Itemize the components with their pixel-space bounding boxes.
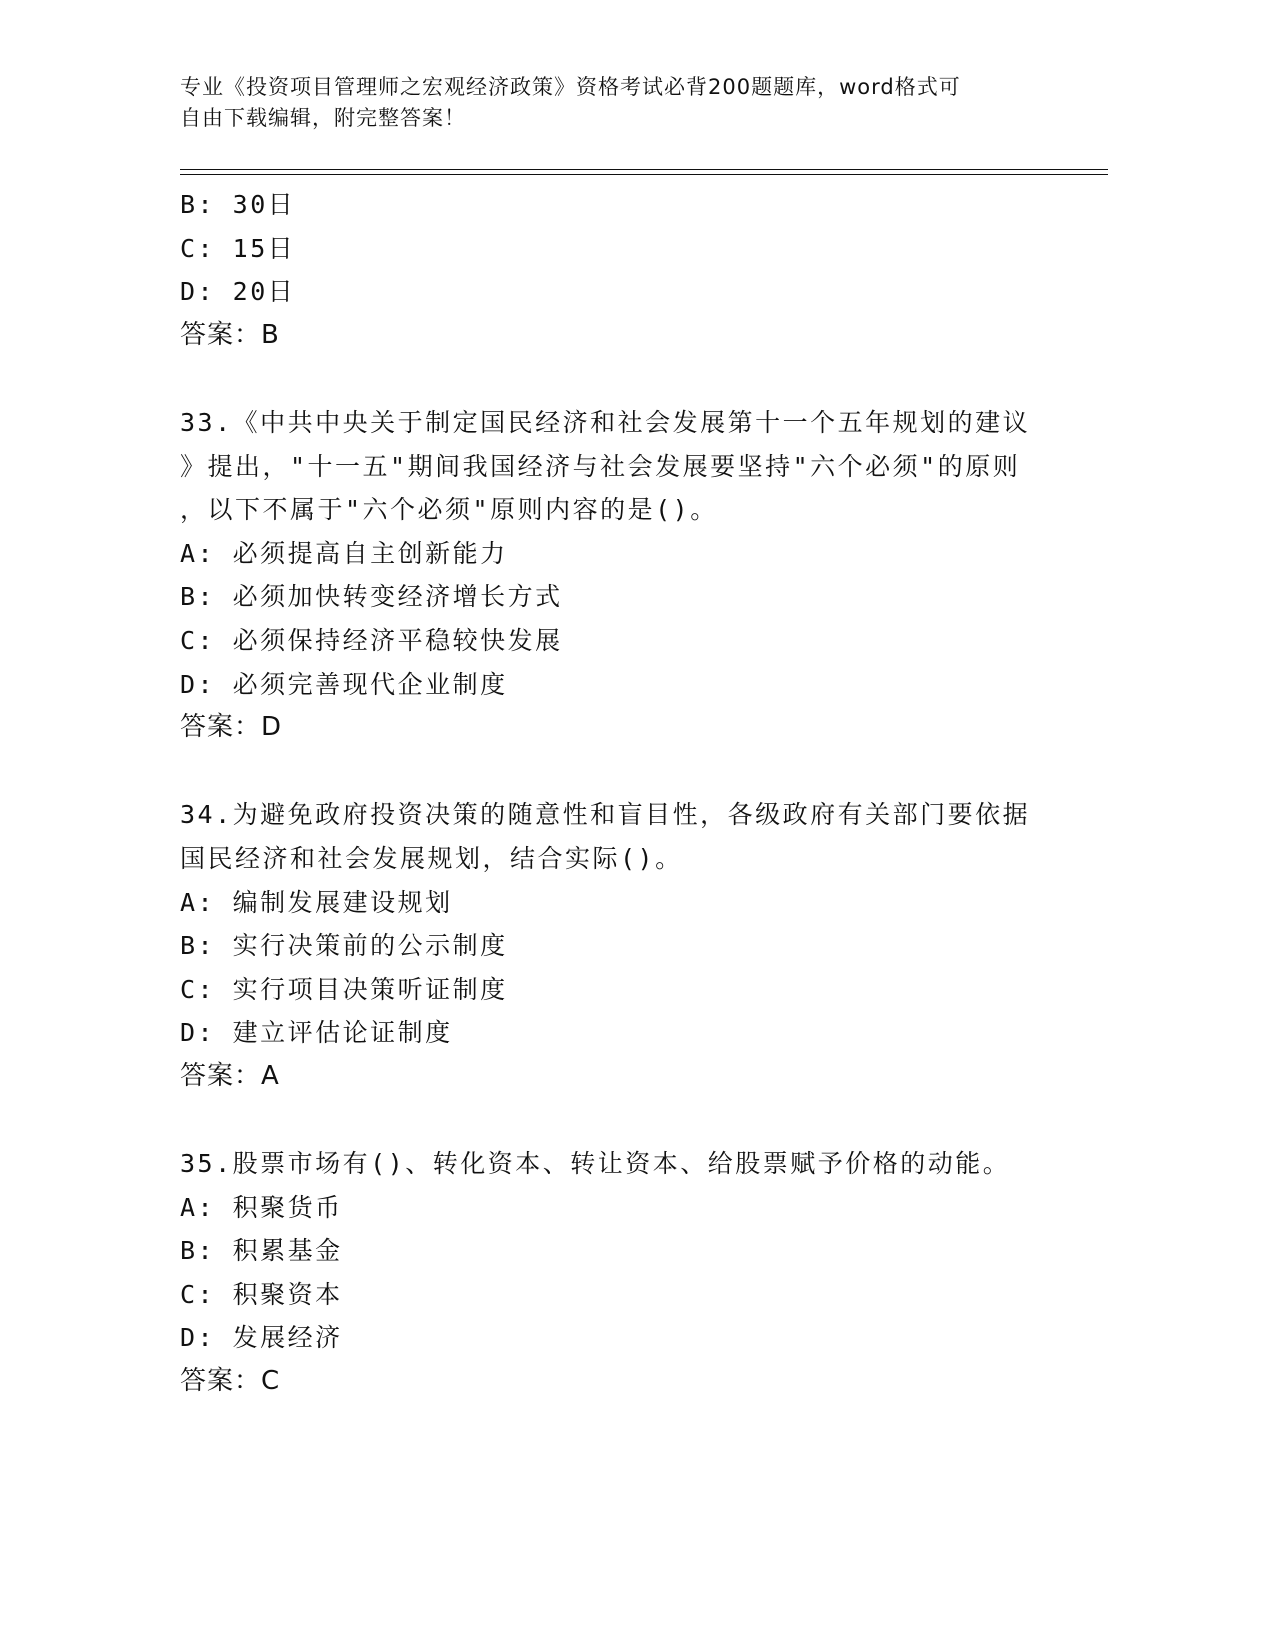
question-text-line: 33.《中共中央关于制定国民经济和社会发展第十一个五年规划的建议 bbox=[180, 407, 1031, 437]
spacer bbox=[180, 357, 1060, 401]
document-header bbox=[180, 72, 1050, 134]
question-block-35 bbox=[180, 1142, 1060, 1404]
answer-line: 答案：C bbox=[180, 1366, 281, 1397]
option-c: C: 实行项目决策听证制度 bbox=[180, 974, 508, 1004]
answer-line: 答案：B bbox=[180, 319, 280, 350]
header-line-2: 自由下载编辑，附完整答案！ bbox=[180, 106, 466, 130]
question-text-line: 》提出，"十一五"期间我国经济与社会发展要坚持"六个必须"的原则 bbox=[180, 451, 1021, 481]
question-block-33 bbox=[180, 401, 1060, 750]
answer-line: 答案：A bbox=[180, 1060, 280, 1091]
answer-line: 答案：D bbox=[180, 712, 283, 743]
question-list bbox=[180, 183, 1060, 1404]
question-block-prev bbox=[180, 183, 1060, 357]
option-a: A: 必须提高自主创新能力 bbox=[180, 538, 508, 568]
question-text-line: 国民经济和社会发展规划，结合实际()。 bbox=[180, 843, 683, 873]
option-c: C: 必须保持经济平稳较快发展 bbox=[180, 625, 563, 655]
option-d: D: 发展经济 bbox=[180, 1323, 343, 1353]
option-b: B: 必须加快转变经济增长方式 bbox=[180, 582, 563, 612]
option-b: B: 实行决策前的公示制度 bbox=[180, 931, 508, 961]
option-a: A: 编制发展建设规划 bbox=[180, 887, 453, 917]
question-text-line: 34.为避免政府投资决策的随意性和盲目性，各级政府有关部门要依据 bbox=[180, 800, 1031, 830]
option-c: C: 积聚资本 bbox=[180, 1279, 343, 1309]
option-d: D: 必须完善现代企业制度 bbox=[180, 669, 508, 699]
option-b: B: 30日 bbox=[180, 190, 296, 219]
header-line-1: 专业《投资项目管理师之宏观经济政策》资格考试必背200题题库，word格式可 bbox=[180, 75, 961, 99]
spacer bbox=[180, 1098, 1060, 1142]
question-block-34 bbox=[180, 793, 1060, 1098]
option-c: C: 15日 bbox=[180, 233, 296, 263]
option-d: D: 20日 bbox=[180, 277, 296, 307]
option-d: D: 建立评估论证制度 bbox=[180, 1018, 453, 1048]
option-a: A: 积聚货币 bbox=[180, 1192, 343, 1222]
header-divider-bottom bbox=[180, 174, 1108, 175]
question-text-line: 35.股票市场有()、转化资本、转让资本、给股票赋予价格的动能。 bbox=[180, 1149, 1011, 1179]
option-b: B: 积累基金 bbox=[180, 1236, 343, 1266]
question-text-line: ，以下不属于"六个必须"原则内容的是()。 bbox=[180, 495, 718, 525]
spacer bbox=[180, 750, 1060, 794]
header-divider-top bbox=[180, 169, 1108, 170]
